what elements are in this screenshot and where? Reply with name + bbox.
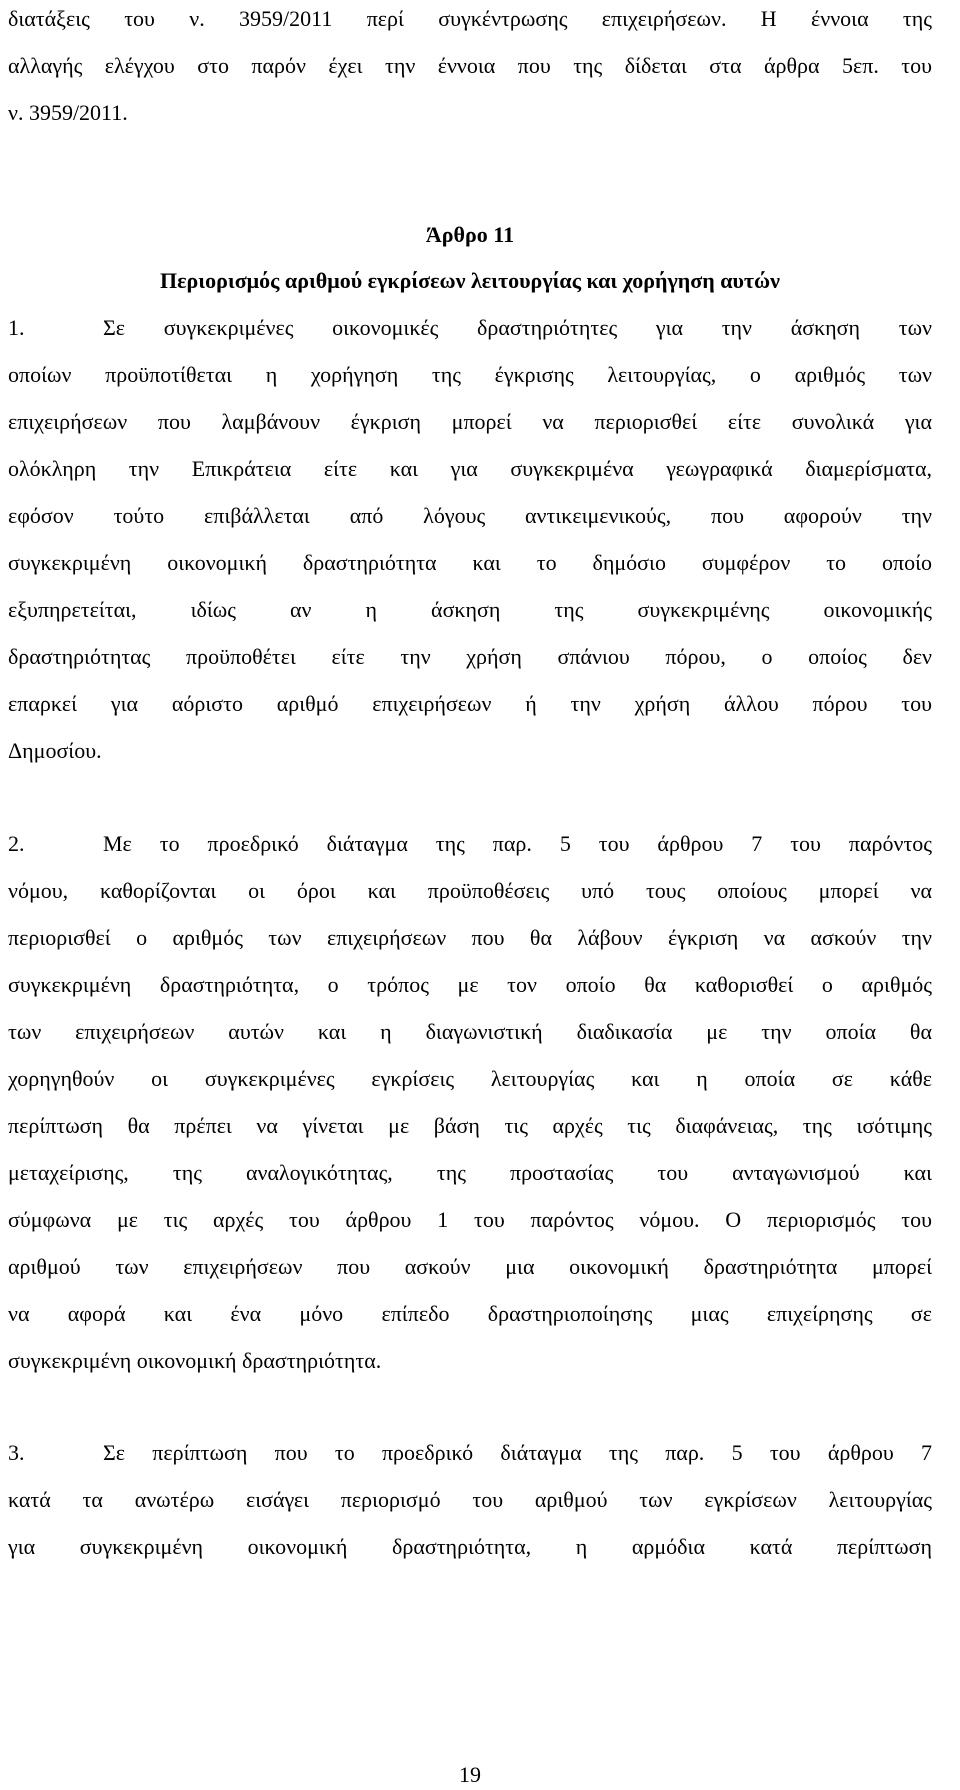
intro-line: ν. 3959/2011.	[8, 100, 128, 125]
para2-first-line	[8, 829, 932, 859]
para1-last-line: Δημοσίου.	[8, 738, 102, 763]
para1-line: εξυπηρετείται, ιδίως αν η άσκηση της συγκεκριμένης οικονομικής	[8, 597, 932, 622]
para2-first-text: Με το προεδρικό διάταγμα της παρ. 5 του άρθρου 7 του παρόντος	[103, 831, 932, 856]
para1-number: 1.	[8, 315, 25, 340]
para3-line: κατά τα ανωτέρω εισάγει περιορισμό του αριθμού των εγκρίσεων λειτουργίας	[8, 1487, 932, 1512]
para2-line: μεταχείρισης, της αναλογικότητας, της προστασίας του ανταγωνισμού και	[8, 1160, 932, 1185]
para2-line: συγκεκριμένη δραστηριότητα, ο τρόπος με τον οποίο θα καθορισθεί ο αριθμός	[8, 972, 932, 997]
para2-line: αριθμού των επιχειρήσεων που ασκούν μια οικονομική δραστηριότητα μπορεί	[8, 1254, 932, 1279]
para1-first-text: Σε συγκεκριμένες οικονομικές δραστηριότητες για την άσκηση των	[103, 315, 932, 340]
para3-first-line	[8, 1438, 932, 1468]
intro-line: διατάξεις του ν. 3959/2011 περί συγκέντρωσης επιχειρήσεων. Η έννοια της	[8, 6, 932, 31]
para3-line: για συγκεκριμένη οικονομική δραστηριότητα, η αρμόδια κατά περίπτωση	[8, 1534, 932, 1559]
page-number: 19	[459, 1762, 481, 1787]
para1-line: συγκεκριμένη οικονομική δραστηριότητα και το δημόσιο συμφέρον το οποίο	[8, 550, 932, 575]
para3-number: 3.	[8, 1440, 25, 1465]
para1-line: ολόκληρη την Επικράτεια είτε και για συγκεκριμένα γεωγραφικά διαμερίσματα,	[8, 456, 932, 481]
para2-line: περίπτωση θα πρέπει να γίνεται με βάση τις αρχές τις διαφάνειας, της ισότιμης	[8, 1113, 932, 1138]
para2-line: των επιχειρήσεων αυτών και η διαγωνιστική διαδικασία με την οποία θα	[8, 1019, 932, 1044]
para2-line: να αφορά και ένα μόνο επίπεδο δραστηριοποίησης μιας επιχείρησης σε	[8, 1301, 932, 1326]
para2-line: περιορισθεί ο αριθμός των επιχειρήσεων που θα λάβουν έγκριση να ασκούν την	[8, 925, 932, 950]
para1-line: δραστηριότητας προϋποθέτει είτε την χρήση σπάνιου πόρου, ο οποίος δεν	[8, 644, 932, 669]
para2-line: σύμφωνα με τις αρχές του άρθρου 1 του παρόντος νόμου. Ο περιορισμός του	[8, 1207, 932, 1232]
para3-first-text: Σε περίπτωση που το προεδρικό διάταγμα της παρ. 5 του άρθρου 7	[103, 1440, 932, 1465]
para2-number: 2.	[8, 831, 25, 856]
para2-line: νόμου, καθορίζονται οι όροι και προϋποθέσεις υπό τους οποίους μπορεί να	[8, 878, 932, 903]
article-heading: Περιορισμός αριθμού εγκρίσεων λειτουργίας και χορήγηση αυτών	[160, 268, 780, 293]
para1-line: οποίων προϋποτίθεται η χορήγηση της έγκρισης λειτουργίας, ο αριθμός των	[8, 362, 932, 387]
intro-line: αλλαγής ελέγχου στο παρόν έχει την έννοια που της δίδεται στα άρθρα 5επ. του	[8, 53, 932, 78]
para2-last-line: συγκεκριμένη οικονομική δραστηριότητα.	[8, 1348, 382, 1373]
article-number-title: Άρθρο 11	[425, 222, 515, 247]
para1-line: εφόσον τούτο επιβάλλεται από λόγους αντικειμενικούς, που αφορούν την	[8, 503, 932, 528]
para2-line: χορηγηθούν οι συγκεκριμένες εγκρίσεις λειτουργίας και η οποία σε κάθε	[8, 1066, 932, 1091]
para1-first-line	[8, 313, 932, 343]
para1-line: επιχειρήσεων που λαμβάνουν έγκριση μπορεί να περιορισθεί είτε συνολικά για	[8, 409, 932, 434]
para1-line: επαρκεί για αόριστο αριθμό επιχειρήσεων ή την χρήση άλλου πόρου του	[8, 691, 932, 716]
